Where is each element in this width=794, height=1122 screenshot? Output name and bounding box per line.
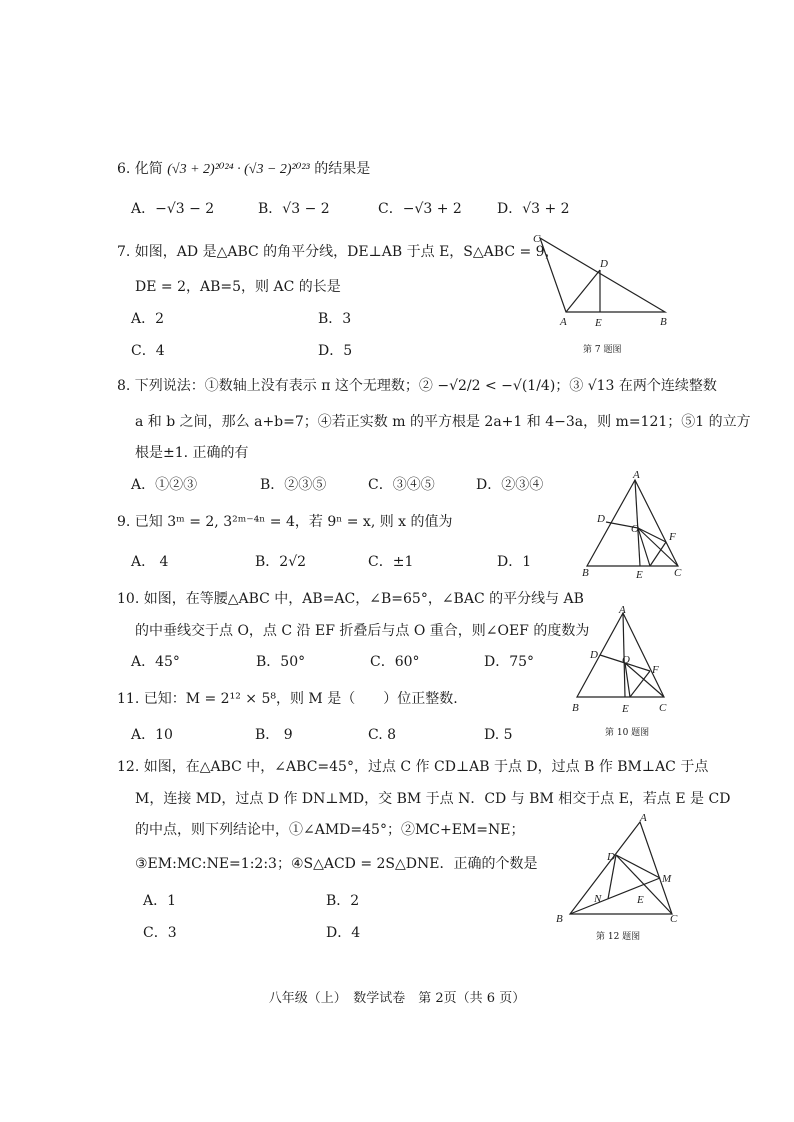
q12-label-c: C <box>670 913 678 925</box>
q7-caption: 第 7 题图 <box>583 345 622 355</box>
q7-label-a: A <box>560 316 567 328</box>
q10-option-b: B．50° <box>256 654 306 670</box>
q6-prefix: 6. 化简 <box>117 161 163 177</box>
q8-option-b: B．②③⑤ <box>260 477 327 493</box>
q12-line2: M，连接 MD，过点 D 作 DN⊥MD，交 BM 于点 N．CD 与 BM 相交于点 E，若点 E 是 CD <box>135 791 731 807</box>
q12-caption: 第 12 题图 <box>596 932 641 942</box>
q9-label-a: A <box>633 469 640 481</box>
q7-label-d: D <box>600 258 608 270</box>
q6-option-d: D．√3 + 2 <box>497 201 570 217</box>
q10-label-f: F <box>652 664 659 676</box>
svg-text:C: C <box>674 567 682 579</box>
q11-option-d: D. 5 <box>484 727 513 743</box>
q12-option-d: D．4 <box>326 925 361 941</box>
q11-option-c: C. 8 <box>368 727 397 743</box>
q12-line1: 12. 如图，在△ABC 中，∠ABC=45°，过点 C 作 CD⊥AB 于点 D，过点 B 作 BM⊥AC 于点 <box>117 759 709 775</box>
q6-option-b: B．√3 − 2 <box>258 201 330 217</box>
q6-expression: (√3 + 2)²⁰²⁴ · (√3 − 2)²⁰²³ <box>167 162 310 177</box>
q8-option-a: A．①②③ <box>131 477 198 493</box>
q12-label-e: E <box>637 894 644 906</box>
q9-option-b: B．2√2 <box>255 554 307 570</box>
q8-option-c: C．③④⑤ <box>368 477 435 493</box>
q6-option-c: C．−√3 + 2 <box>378 201 462 217</box>
q12-line4: ③EM:MC:NE=1:2:3；④S△ACD = 2S△DNE．正确的个数是 <box>135 856 538 872</box>
q12-line3: 的中点，则下列结论中，①∠AMD=45°；②MC+EM=NE； <box>135 822 525 838</box>
q10-label-d: D <box>590 649 598 661</box>
svg-text:D: D <box>597 513 605 525</box>
q10-label-a: A <box>619 604 626 616</box>
q8-line2: a 和 b 之间，那么 a+b=7；④若正实数 m 的平方根是 2a+1 和 4−3a，则 m=121；⑤1 的立方 <box>135 414 751 430</box>
q12-figure <box>550 812 685 927</box>
q6-option-a: A．−√3 − 2 <box>131 201 215 217</box>
q7-label-e: E <box>595 317 602 329</box>
svg-text:F: F <box>669 531 676 543</box>
q10-label-e: E <box>622 703 629 715</box>
q6-suffix: 的结果是 <box>314 161 371 177</box>
q12-label-b: B <box>556 913 563 925</box>
q11-stem: 11. 已知：M = 2¹² × 5⁸，则 M 是（ ）位正整数. <box>117 691 458 707</box>
q8-line3: 根是±1. 正确的有 <box>135 445 249 461</box>
q12-label-n: N <box>594 893 602 905</box>
q12-option-c: C．3 <box>143 925 177 941</box>
svg-text:E: E <box>636 569 643 581</box>
q10-label-b: B <box>572 702 579 714</box>
q8-option-d: D．②③④ <box>476 477 544 493</box>
q6-stem <box>117 160 370 179</box>
q7-label-c: C <box>533 233 541 245</box>
q11-option-b: B． 9 <box>255 727 293 743</box>
q10-label-o: O <box>622 654 630 666</box>
q7-option-d: D．5 <box>318 343 353 359</box>
q7-option-c: C．4 <box>131 343 165 359</box>
q10-line2: 的中垂线交于点 O，点 C 沿 EF 折叠后与点 O 重合，则∠OEF 的度数为 <box>135 623 590 639</box>
q10-caption: 第 10 题图 <box>605 728 650 738</box>
q9-option-a: A． 4 <box>131 554 169 570</box>
q7-line1: 7. 如图，AD 是△ABC 的角平分线，DE⊥AB 于点 E，S△ABC = 9， <box>117 244 559 260</box>
q12-label-d: D <box>607 851 615 863</box>
page-footer: 八年级（上） 数学试卷 第 2页（共 6 页） <box>268 991 526 1006</box>
svg-text:O: O <box>631 523 639 535</box>
q7-option-b: B．3 <box>318 311 352 327</box>
q12-label-a: A <box>640 812 647 824</box>
q10-option-d: D．75° <box>484 654 535 670</box>
q12-option-b: B．2 <box>326 893 360 909</box>
q7-segment-ad <box>566 270 600 312</box>
q9-stem: 9. 已知 3ᵐ = 2, 3²ᵐ⁻⁴ⁿ = 4，若 9ⁿ = x, 则 x 的值为 <box>117 514 453 530</box>
q7-label-b: B <box>660 316 667 328</box>
q7-triangle-abc <box>540 238 665 312</box>
q12-option-a: A．1 <box>143 893 177 909</box>
q11-option-a: A．10 <box>131 727 173 743</box>
q10-line1: 10. 如图，在等腰△ABC 中，AB=AC，∠B=65°，∠BAC 的平分线与 AB <box>117 591 584 607</box>
q9-figure <box>578 470 688 580</box>
q7-option-a: A．2 <box>131 311 165 327</box>
svg-text:B: B <box>582 567 589 579</box>
q9-option-c: C．±1 <box>368 554 414 570</box>
q12-label-m: M <box>662 873 672 885</box>
q12-triangle-abc <box>570 822 672 914</box>
q10-option-a: A．45° <box>131 654 180 670</box>
q8-line1: 8. 下列说法：①数轴上没有表示 π 这个无理数；② −√2/2 < −√(1/4)；③ √13 在两个连续整数 <box>117 378 717 394</box>
q10-figure <box>568 605 678 720</box>
q10-option-c: C．60° <box>370 654 420 670</box>
q7-line2: DE = 2，AB=5，则 AC 的长是 <box>135 279 341 295</box>
q9-option-d: D．1 <box>497 554 532 570</box>
q7-figure <box>530 230 680 330</box>
q10-label-c: C <box>659 702 667 714</box>
